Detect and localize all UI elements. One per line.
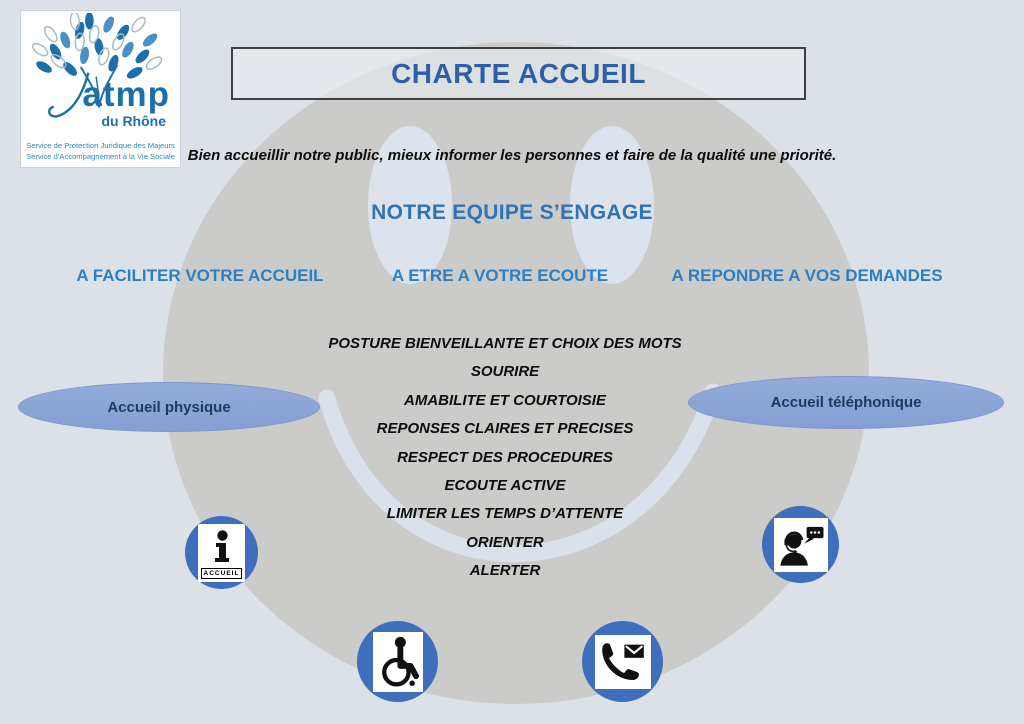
column-heading-ecoute: A ETRE A VOTRE ECOUTE <box>391 266 609 285</box>
commitment-item: LIMITER LES TEMPS D’ATTENTE <box>386 505 624 523</box>
badge-accueil-physique <box>18 382 320 432</box>
commitment-item: ALERTER <box>469 562 541 580</box>
wheelchair-icon <box>357 621 438 702</box>
info-accueil-icon <box>185 516 258 589</box>
wheelchair-glyph <box>376 636 420 688</box>
logo-tagline-1: Service de Protection Juridique des Majeurs <box>26 141 175 150</box>
phone-mail-panel <box>595 635 651 689</box>
commitments-list <box>205 330 805 586</box>
badge-accueil-telephonique <box>688 376 1004 429</box>
intro-statement: Bien accueillir notre public, mieux informer les personnes et faire de la qualité une priorité. <box>187 147 837 164</box>
wheelchair-panel <box>373 632 423 692</box>
atmp-logo-card <box>20 10 181 168</box>
phone-mail-glyph <box>598 639 648 685</box>
phone-mail-icon <box>582 621 663 702</box>
info-sign-panel <box>198 524 245 582</box>
logo-brand-region: du Rhône <box>101 113 166 129</box>
tree-leaves <box>31 13 164 81</box>
info-i-icon <box>209 530 235 566</box>
commitment-item: REPONSES CLAIRES ET PRECISES <box>376 420 634 438</box>
column-heading-faciliter: A FACILITER VOTRE ACCUEIL <box>76 266 324 285</box>
commitment-item: ECOUTE ACTIVE <box>444 477 566 495</box>
commitment-item: POSTURE BIENVEILLANTE ET CHOIX DES MOTS <box>328 335 682 352</box>
title-box <box>231 47 806 100</box>
info-sign-label: ACCUEIL <box>201 568 243 579</box>
page-title: CHARTE ACCUEIL <box>391 57 646 89</box>
commitment-item: ORIENTER <box>466 533 544 551</box>
headset-agent-glyph <box>776 523 826 567</box>
commitment-item: RESPECT DES PROCEDURES <box>397 448 613 466</box>
logo-brand-name: atmp <box>82 75 170 114</box>
headset-panel <box>774 518 828 572</box>
badge-accueil-physique-label: Accueil physique <box>107 398 231 416</box>
team-heading: NOTRE EQUIPE S’ENGAGE <box>371 201 653 224</box>
commitment-item: AMABILITE ET COURTOISIE <box>404 391 606 409</box>
column-heading-demandes: A REPONDRE A VOS DEMANDES <box>671 266 943 285</box>
badge-accueil-telephonique-label: Accueil téléphonique <box>770 394 922 411</box>
headset-agent-icon <box>762 506 839 583</box>
commitment-item: SOURIRE <box>470 363 540 381</box>
logo-tagline-2: Service d’Accompagnement à la Vie Sociale <box>26 151 175 161</box>
